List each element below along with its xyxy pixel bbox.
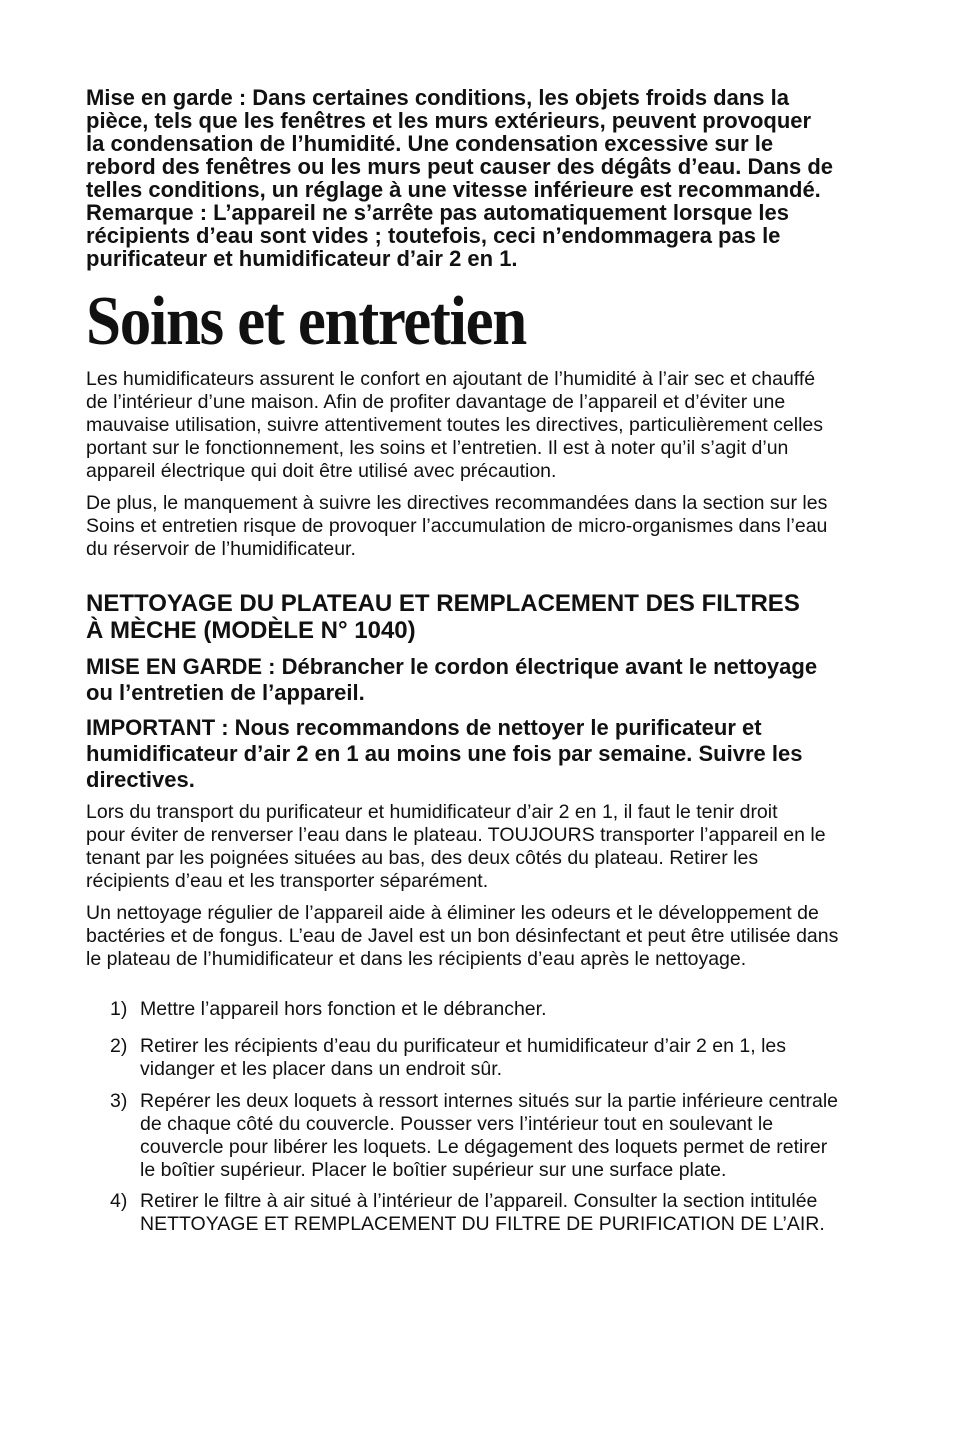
body-line: Les humidificateurs assurent le confort en ajoutant de l’humidité à l’air sec et chauffé: [86, 368, 816, 390]
body-line: appareil électrique qui doit être utilisé avec précaution.: [86, 460, 557, 482]
important-line: IMPORTANT : Nous recommandons de nettoyer le purificateur et: [86, 715, 762, 740]
transport-paragraph: [86, 801, 826, 893]
important-line: directives.: [86, 767, 195, 792]
section-title-line: À MÈCHE (MODÈLE N° 1040): [86, 617, 416, 644]
step-text: [140, 1035, 786, 1081]
step-item: [110, 1190, 825, 1236]
warning-block: [86, 86, 833, 270]
intro-paragraph: [86, 492, 827, 561]
note-line: récipients d’eau sont vides ; toutefois, ceci n’endommagera pas le: [86, 223, 781, 248]
body-line: récipients d’eau et les transporter séparément.: [86, 870, 489, 892]
caution-line: MISE EN GARDE : Débrancher le cordon électrique avant le nettoyage: [86, 654, 818, 679]
step-number: 3): [110, 1090, 128, 1112]
step-number: 2): [110, 1035, 128, 1057]
important-notice: [86, 715, 802, 793]
note-line: purificateur et humidificateur d’air 2 en 1.: [86, 246, 518, 271]
step-item: [110, 1035, 786, 1081]
body-line: pour éviter de renverser l’eau dans le plateau. TOUJOURS transporter l’appareil en le: [86, 824, 826, 846]
step-number: 4): [110, 1190, 128, 1212]
warning-line: la condensation de l’humidité. Une condensation excessive sur le: [86, 131, 774, 156]
body-line: bactéries et de fongus. L’eau de Javel est un bon désinfectant et peut être utilisée dans: [86, 925, 839, 947]
warning-line: telles conditions, un réglage à une vitesse inférieure est recommandé.: [86, 177, 821, 202]
body-line: Un nettoyage régulier de l’appareil aide à éliminer les odeurs et le développement de: [86, 902, 819, 924]
step-number: 1): [110, 998, 128, 1020]
body-line: Soins et entretien risque de provoquer l’accumulation de micro-organismes dans l’eau: [86, 515, 828, 537]
body-line: du réservoir de l’humidificateur.: [86, 538, 356, 560]
intro-paragraph: [86, 368, 823, 483]
step-text-line: le boîtier supérieur. Placer le boîtier supérieur sur une surface plate.: [140, 1159, 727, 1181]
note-line: Remarque : L’appareil ne s’arrête pas automatiquement lorsque les: [86, 200, 790, 225]
body-line: tenant par les poignées situées au bas, des deux côtés du plateau. Retirer les: [86, 847, 759, 869]
warning-line: rebord des fenêtres ou les murs peut causer des dégâts d’eau. Dans de: [86, 154, 834, 179]
section-title: [86, 590, 800, 644]
cleaning-paragraph: [86, 902, 838, 971]
warning-line: Mise en garde : Dans certaines conditions, les objets froids dans la: [86, 85, 789, 110]
note-paragraph: [86, 201, 833, 270]
body-line: Lors du transport du purificateur et humidificateur d’air 2 en 1, il faut le tenir droit: [86, 801, 778, 823]
body-line: De plus, le manquement à suivre les directives recommandées dans la section sur les: [86, 492, 828, 514]
step-item: [110, 1090, 838, 1182]
step-text: [140, 1190, 825, 1236]
caution-line: ou l’entretien de l’appareil.: [86, 680, 365, 705]
step-text-line: NETTOYAGE ET REMPLACEMENT DU FILTRE DE PURIFICATION DE L’AIR.: [140, 1213, 825, 1235]
step-text-line: couvercle pour libérer les loquets. Le dégagement des loquets permet de retirer: [140, 1136, 828, 1158]
step-text-line: Mettre l’appareil hors fonction et le débrancher.: [140, 998, 547, 1020]
step-text-line: de chaque côté du couvercle. Pousser vers l’intérieur tout en soulevant le: [140, 1113, 774, 1135]
condensation-warning-paragraph: [86, 86, 833, 201]
body-line: mauvaise utilisation, suivre attentivement toutes les directives, particulièrement celles: [86, 414, 824, 436]
step-text-line: Retirer le filtre à air situé à l’intérieur de l’appareil. Consulter la section intitulée: [140, 1190, 818, 1212]
important-line: humidificateur d’air 2 en 1 au moins une fois par semaine. Suivre les: [86, 741, 803, 766]
step-item: [110, 998, 546, 1021]
step-text-line: vidanger et les placer dans un endroit sûr.: [140, 1058, 503, 1080]
body-line: de l’intérieur d’une maison. Afin de profiter davantage de l’appareil et d’éviter une: [86, 391, 786, 413]
section-title-line: NETTOYAGE DU PLATEAU ET REMPLACEMENT DES FILTRES: [86, 590, 800, 617]
page-heading: Soins et entretien: [86, 283, 526, 360]
step-text: [140, 998, 546, 1021]
body-line: portant sur le fonctionnement, les soins et l’entretien. Il est à noter qu’il s’agit d’un: [86, 437, 789, 459]
step-text: [140, 1090, 838, 1182]
body-line: le plateau de l’humidificateur et dans les récipients d’eau après le nettoyage.: [86, 948, 747, 970]
warning-line: pièce, tels que les fenêtres et les murs extérieurs, peuvent provoquer: [86, 108, 812, 133]
step-text-line: Retirer les récipients d’eau du purificateur et humidificateur d’air 2 en 1, les: [140, 1035, 786, 1057]
caution-notice: [86, 654, 817, 706]
step-text-line: Repérer les deux loquets à ressort internes situés sur la partie inférieure centrale: [140, 1090, 839, 1112]
